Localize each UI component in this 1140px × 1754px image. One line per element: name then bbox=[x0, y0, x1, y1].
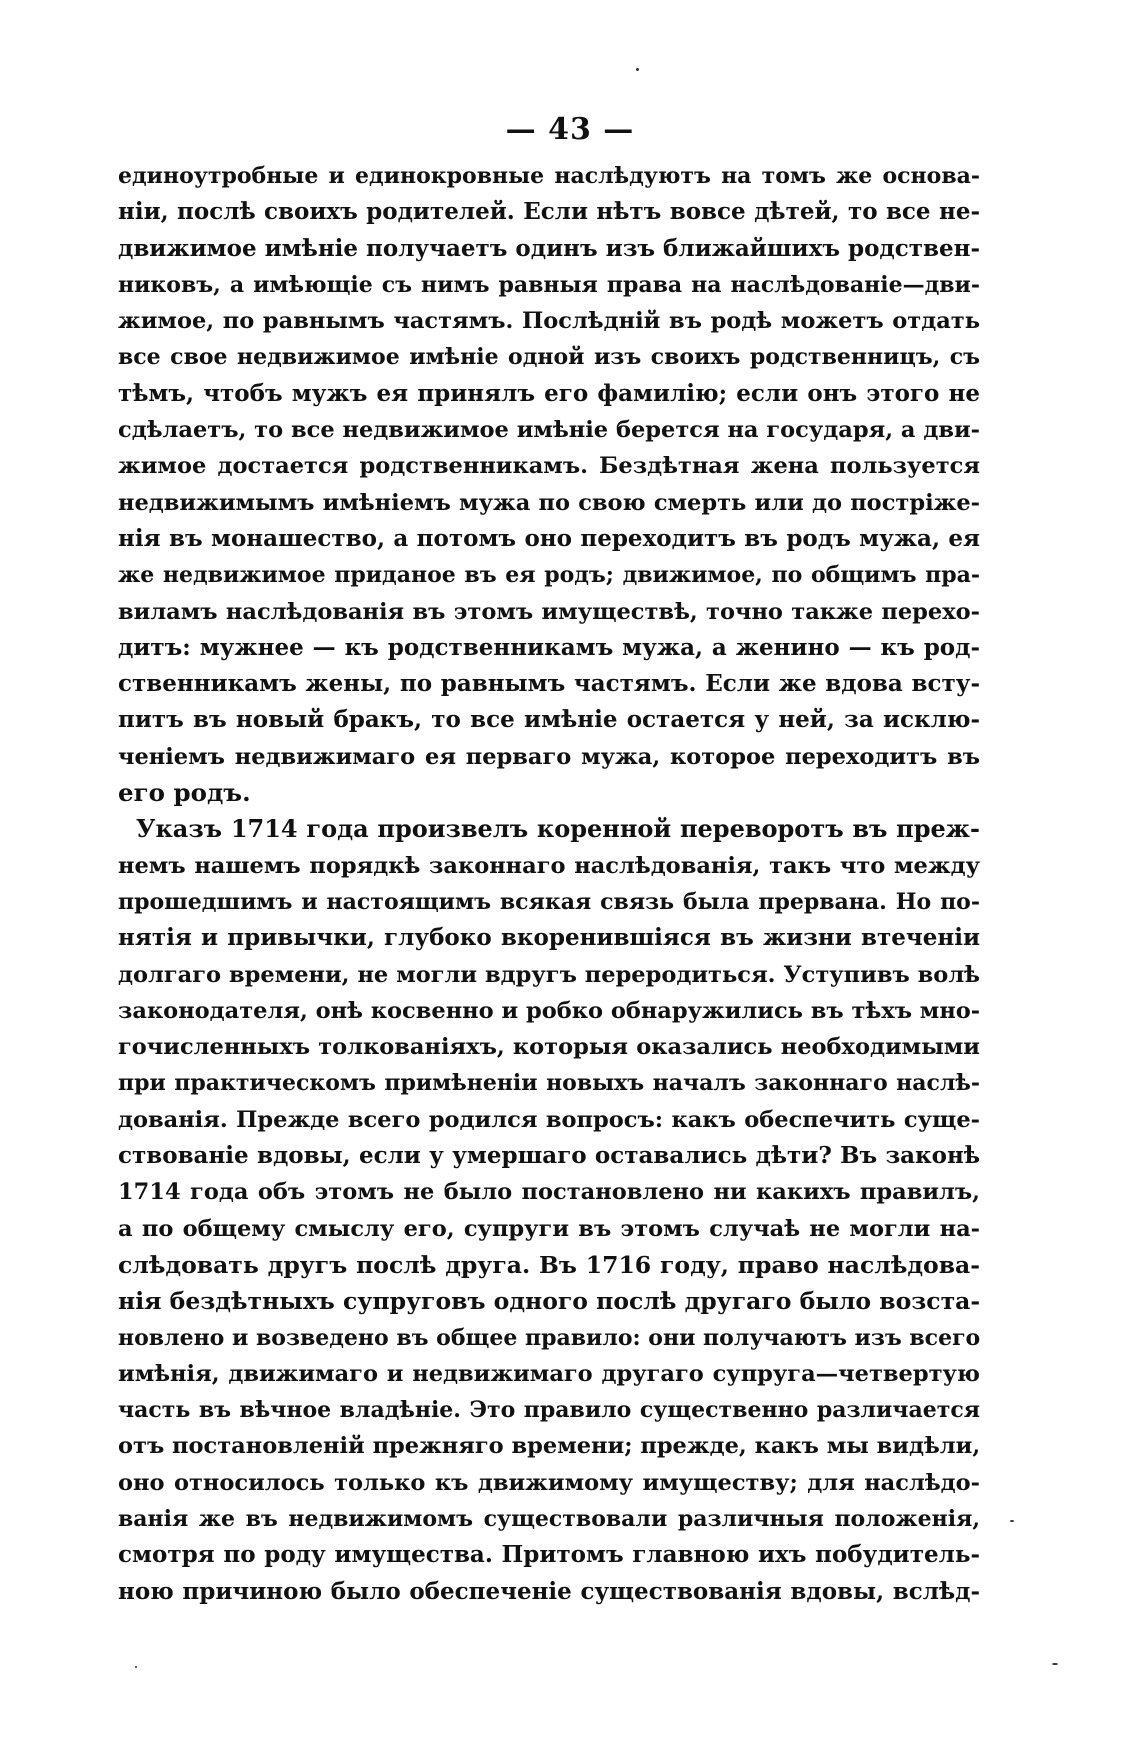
paragraph-2 bbox=[118, 811, 980, 1610]
text-line: законодателя, онѣ косвенно и робко обнаружились въ тѣхъ мно- bbox=[118, 997, 980, 1024]
text-line: немъ нашемъ порядкѣ законнаго наслѣдованiя, такъ что между bbox=[118, 852, 980, 879]
text-line: Указъ 1714 года произвелъ коренной переворотъ въ преж- bbox=[136, 814, 980, 844]
page-number: — 43 — bbox=[505, 112, 635, 147]
text-line: при практическомъ примѣненiи новыхъ началъ законнаго наслѣ- bbox=[118, 1070, 980, 1097]
text-line: долгаго времени, не могли вдругъ переродиться. Уступивъ волѣ bbox=[118, 961, 980, 988]
text-line: слѣдовать другъ послѣ друга. Въ 1716 году, право наслѣдова- bbox=[118, 1250, 980, 1279]
text-line: гочисленныхъ толкованiяхъ, которыя оказались необходимыми bbox=[118, 1034, 980, 1061]
text-line: движимое имѣнiе получаетъ одинъ изъ ближайшихъ родствен- bbox=[118, 234, 980, 262]
text-line: отъ постановленiй прежняго времени; прежде, какъ мы видѣли, bbox=[118, 1433, 980, 1460]
text-line: прошедшимъ и настоящимъ всякая связь была прервана. Но по- bbox=[118, 888, 980, 915]
scan-speck bbox=[135, 1666, 137, 1668]
body-text bbox=[118, 158, 980, 1610]
text-line: все свое недвижимое имѣнiе одной изъ своихъ родственницъ, съ bbox=[118, 344, 980, 371]
text-line: единоутробные и единокровные наслѣдуютъ на томъ же основа- bbox=[118, 163, 980, 189]
text-line: нiя бездѣтныхъ супруговъ одного послѣ другаго было возста- bbox=[118, 1287, 980, 1316]
text-line: 1714 года объ этомъ не было постановлено ни какихъ правилъ, bbox=[118, 1179, 980, 1206]
text-line: питъ въ новый бракъ, то все имѣнiе остается у ней, за исклю- bbox=[118, 706, 980, 734]
text-line: нятiя и привычки, глубоко вкоренившiяся въ жизни втеченiи bbox=[118, 924, 980, 952]
text-line: новлено и возведено въ общее правило: они получаютъ изъ всего bbox=[118, 1324, 980, 1351]
text-line: имѣнiя, движимаго и недвижимаго другаго супруга—четвертую bbox=[118, 1360, 980, 1387]
text-line: ванiя же въ недвижимомъ существовали различныя положенiя, bbox=[118, 1505, 980, 1532]
text-line: ною причиною было обеспеченiе существованiя вдовы, вслѣд- bbox=[118, 1577, 980, 1605]
text-line: сдѣлаетъ, то все недвижимое имѣнiе берется на государя, а дви- bbox=[118, 417, 980, 444]
text-line: жимое, по равнымъ частямъ. Послѣднiй въ родѣ можетъ отдать bbox=[118, 308, 980, 335]
text-line: а по общему смыслу его, супруги въ этомъ случаѣ не могли на- bbox=[118, 1215, 980, 1242]
text-line: смотря по роду имущества. Притомъ главною ихъ побудитель- bbox=[118, 1541, 980, 1569]
text-line: тѣмъ, чтобъ мужъ ея принялъ его фамилiю; если онъ этого не bbox=[118, 379, 980, 407]
text-line: ченiемъ недвижимаго ея перваго мужа, которое переходитъ въ bbox=[118, 743, 980, 770]
scan-speck bbox=[1010, 1520, 1014, 1522]
text-line: часть въ вѣчное владѣнiе. Это правило существенно различается bbox=[118, 1397, 980, 1424]
text-line: виламъ наслѣдованiя въ этомъ имуществѣ, точно также перехо- bbox=[118, 598, 980, 625]
text-line: его родъ. bbox=[118, 778, 251, 808]
paragraph-1 bbox=[118, 158, 980, 811]
text-line: нiи, послѣ своихъ родителей. Если нѣтъ вовсе дѣтей, то все не- bbox=[118, 198, 980, 226]
text-line: жимое достается родственникамъ. Бездѣтная жена пользуется bbox=[118, 453, 980, 480]
text-line: недвижимымъ имѣнiемъ мужа по свою смерть или до пострiже- bbox=[118, 489, 980, 516]
text-line: нiя въ монашество, а потомъ оно переходитъ въ родъ мужа, ея bbox=[118, 524, 980, 552]
text-line: ствованiе вдовы, если у умершаго оставались дѣти? Въ законѣ bbox=[118, 1142, 980, 1170]
text-line: дованiя. Прежде всего родился вопросъ: какъ обеспечить суще- bbox=[118, 1106, 980, 1133]
text-line: ственникамъ жены, по равнымъ частямъ. Если же вдова всту- bbox=[118, 670, 980, 698]
text-line: никовъ, а имѣющiе съ нимъ равныя права на наслѣдованiе—дви- bbox=[118, 271, 980, 298]
text-line: дитъ: мужнее — къ родственникамъ мужа, а женино — къ род- bbox=[118, 633, 980, 661]
scan-speck bbox=[636, 68, 639, 71]
text-line: оно относилось только къ движимому имуществу; для наслѣдо- bbox=[118, 1469, 980, 1496]
text-line: же недвижимое приданое въ ея родъ; движимое, по общимъ пра- bbox=[118, 562, 980, 589]
scan-speck bbox=[1052, 1663, 1058, 1665]
